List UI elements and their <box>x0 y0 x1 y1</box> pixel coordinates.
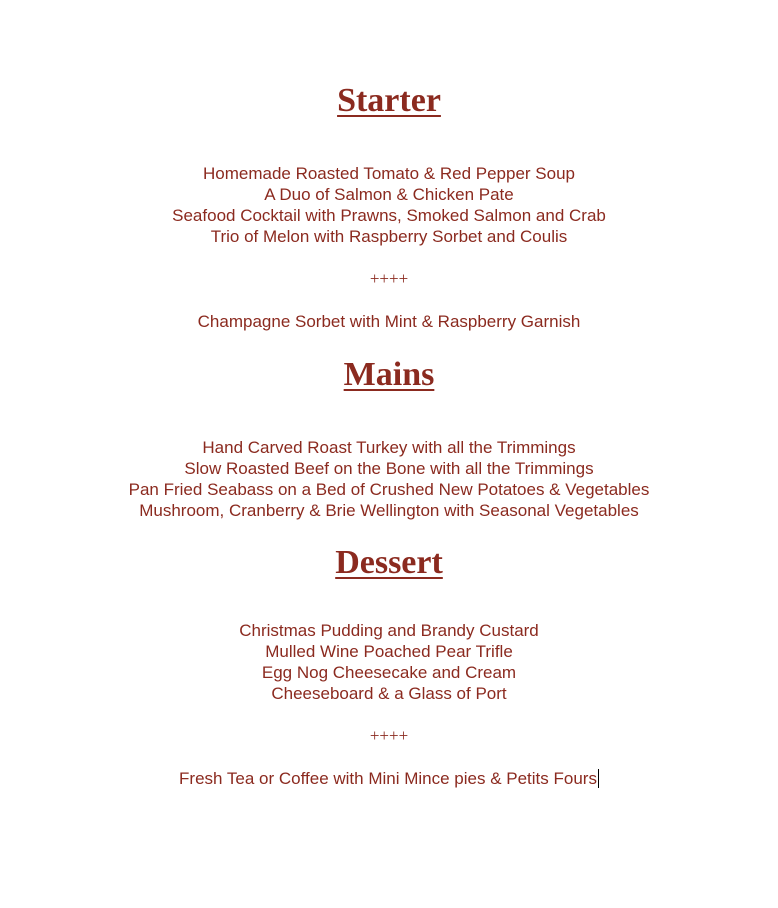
menu-item: Champagne Sorbet with Mint & Raspberry Garnish <box>197 312 581 331</box>
dessert-separator: ++++ <box>369 726 409 745</box>
starter-separator: ++++ <box>369 269 409 288</box>
menu-item: Christmas Pudding and Brandy Custard <box>239 621 539 640</box>
menu-item: Egg Nog Cheesecake and Cream <box>261 663 517 682</box>
closing-line[interactable] <box>0 768 778 789</box>
text-caret <box>598 769 599 788</box>
mains-heading-text: Mains <box>343 356 435 393</box>
menu-item: Homemade Roasted Tomato & Red Pepper Soup <box>202 164 576 183</box>
menu-item: Hand Carved Roast Turkey with all the Trimmings <box>202 438 576 457</box>
menu-item: Slow Roasted Beef on the Bone with all the Trimmings <box>184 459 594 478</box>
starter-heading <box>0 81 778 121</box>
mains-heading <box>0 355 778 395</box>
menu-item: Cheeseboard & a Glass of Port <box>271 684 507 703</box>
menu-item[interactable]: Fresh Tea or Coffee with Mini Mince pies & Petits Fours <box>179 769 597 788</box>
starter-heading-text: Starter <box>337 82 441 119</box>
dessert-heading-text: Dessert <box>335 544 443 581</box>
starter-list <box>0 163 778 247</box>
menu-item: Mulled Wine Poached Pear Trifle <box>265 642 513 661</box>
menu-item: A Duo of Salmon & Chicken Pate <box>264 185 514 204</box>
palate-cleanser <box>0 311 778 332</box>
dessert-heading <box>0 543 778 583</box>
closing-line-container[interactable] <box>0 768 778 789</box>
dessert-list <box>0 620 778 704</box>
menu-item: Seafood Cocktail with Prawns, Smoked Salmon and Crab <box>172 206 606 225</box>
menu-item: Mushroom, Cranberry & Brie Wellington with Seasonal Vegetables <box>139 501 639 520</box>
menu-item: Pan Fried Seabass on a Bed of Crushed New Potatoes & Vegetables <box>128 480 650 499</box>
mains-list <box>0 437 778 521</box>
menu-item: Trio of Melon with Raspberry Sorbet and Coulis <box>210 227 568 246</box>
